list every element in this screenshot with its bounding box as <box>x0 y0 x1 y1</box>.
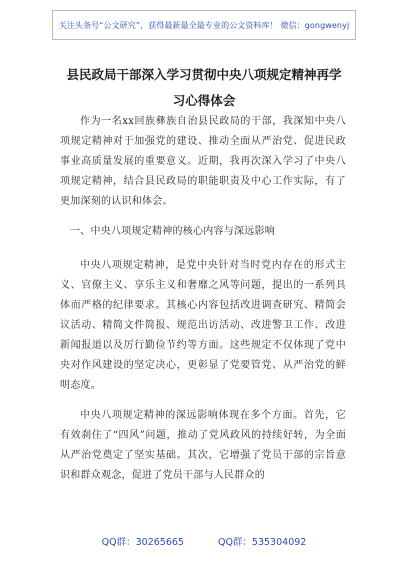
section-heading: 一、中央八项规定精神的核心内容与深远影响 <box>70 226 275 237</box>
document-title: 县民政局干部深入学习贯彻中央八项规定精神再学习心得体会 <box>66 67 342 108</box>
footer-qq-group-2: QQ群：535304092 <box>217 537 307 548</box>
section-paragraph-1: 中央八项规定精神，是党中央针对当时党内存在的形式主义、官僚主义、享乐主义和奢靡之风等问题，提出的一系列具体而严格的纪律要求。其核心内容包括改进调查研究、精简会议活动、精简文件简报、规范出访活动、改进警卫工作、改进新闻报道以及厉行勤俭节约等方面。这些规定不仅体现了党中央对作风建设的坚定决心，更彰显了党要管党、从严治党的鲜明态度。 <box>60 260 346 391</box>
document-body <box>60 112 346 496</box>
intro-paragraph: 作为一名xx回族彝族自治县民政局的干部，我深知中央八项规定精神对于加强党的建设、推动全面从严治党、促进民政事业高质量发展的重要意义。近期，我再次深入学习了中央八项规定精神，结合县民政局的职能职责及中心工作实际，有了更加深刻的认识和体会。 <box>60 116 346 207</box>
top-banner <box>52 10 356 40</box>
footer-qq-group-1: QQ群：30265665 <box>101 537 184 548</box>
section-paragraph-2: 中央八项规定精神的深远影响体现在多个方面。首先，它有效刹住了“四风”问题，推动了党风政风的持续好转，为全面从严治党奠定了坚实基础。其次，它增强了党员干部的宗旨意识和群众观念，促进了党员干部与人民群众的 <box>60 410 346 481</box>
banner-text: 关注头条号“公文研究”，获得最新最全最专业的公文资料库！ 微信：gongwenyj <box>58 20 350 30</box>
footer <box>0 534 408 548</box>
